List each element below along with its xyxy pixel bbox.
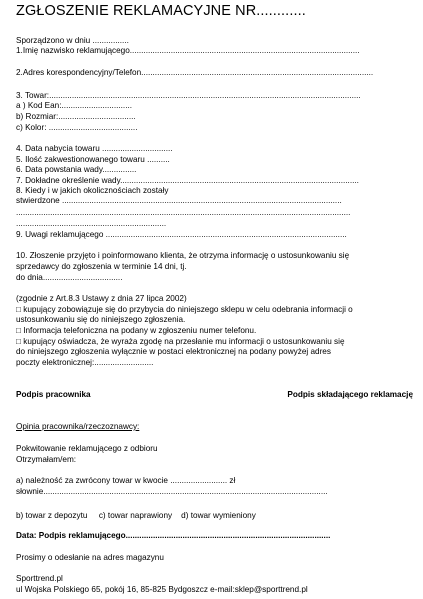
size-line: b) Rozmiar:.................................. bbox=[16, 112, 136, 121]
defect-description-line: 7. Dokładne określenie wady......................................................................................................... bbox=[16, 176, 359, 185]
company-name: Sporttrend.pl bbox=[16, 574, 63, 583]
option-phone-line: □ Informacja telefoniczna na podany w zgłoszeniu numer telefonu. bbox=[16, 326, 257, 335]
remarks-line: 9. Uwagi reklamującego .......................................................................................................... bbox=[16, 230, 347, 239]
receipt-confirmation-line: Pokwitowanie reklamującego z odbioru bbox=[16, 444, 158, 453]
complainant-name-line: 1.Imię nazwisko reklamującego..................................................................................................... bbox=[16, 46, 360, 55]
expert-opinion-heading: Opinia pracownika/rzeczoznawcy: bbox=[16, 422, 140, 431]
option-visit-line-1: □ kupujący zobowiązuje się do przybycia do niniejszego sklepu w celu odebrania informacji o bbox=[16, 305, 353, 314]
complainant-signature-label: Podpis składającego reklamację bbox=[287, 390, 413, 399]
ean-code-line: a ) Kod Ean:............................... bbox=[16, 101, 133, 110]
employee-signature-label: Podpis pracownika bbox=[16, 390, 91, 399]
purchase-date-line: 4. Data nabycia towaru ............................... bbox=[16, 144, 173, 153]
form-title: ZGŁOSZENIE REKLAMACYJNE NR............ bbox=[16, 3, 306, 19]
section-10-line-3: do dnia................................... bbox=[16, 273, 123, 282]
refund-amount-line: a) należność za zwrócony towar w kwocie ......................... zł bbox=[16, 476, 236, 485]
defect-date-line: 6. Data powstania wady............... bbox=[16, 165, 137, 174]
dotted-line-1: ................................................................................................................................................... bbox=[16, 208, 351, 217]
dotted-line-2: .................................................................. bbox=[16, 219, 167, 228]
circumstances-line-2: stwierdzone ........................................................................................................................... bbox=[16, 196, 342, 205]
company-address: ul Wojska Polskiego 65, pokój 16, 85-825 Bydgoszcz e-mail:sklep@sporttrend.pl bbox=[16, 585, 308, 594]
received-line: Otrzymałam/em: bbox=[16, 455, 77, 464]
send-to-warehouse-line: Prosimy o odesłanie na adres magazynu bbox=[16, 553, 164, 562]
color-line: c) Kolor: ....................................... bbox=[16, 123, 138, 132]
option-visit-line-2: ustosunkowaniu się do niniejszego zgłoszenia. bbox=[16, 315, 186, 324]
section-10-line-1: 10. Złoszenie przyjęto i poinformowano klienta, że otrzyma informację o ustosunkowaniu się bbox=[16, 251, 350, 260]
circumstances-line-1: 8. Kiedy i w jakich okolicznościach zostały bbox=[16, 186, 169, 195]
amount-in-words-line: słownie............................................................................................................................. bbox=[16, 487, 328, 496]
date-signature-line: Data: Podpis reklamującego.......................................................................................... bbox=[16, 531, 331, 540]
legal-basis-note: (zgodnie z Art.8.3 Ustawy z dnia 27 lipca 2002) bbox=[16, 294, 187, 303]
option-email-line-3: poczty elektronicznej:.......................... bbox=[16, 358, 154, 367]
prepared-on-line: Sporządzono w dniu ................ bbox=[16, 36, 129, 45]
product-line: 3. Towar:......................................................................................................................................... bbox=[16, 91, 361, 100]
product-return-options: b) towar z depozytu c) towar naprawiony d) towar wymieniony bbox=[16, 511, 256, 520]
quantity-line: 5. Ilość zakwestionowanego towaru .......... bbox=[16, 155, 170, 164]
option-email-line-1: □ kupujący oświadcza, że wyraża zgodę na przesłanie mu informacji o ustosunkowaniu się bbox=[16, 337, 345, 346]
address-phone-line: 2.Adres korespondencyjny/Telefon...................................................................................................... bbox=[16, 68, 374, 77]
section-10-line-2: sprzedawcy do zgłoszenia w terminie 14 dni, tj. bbox=[16, 262, 187, 271]
option-email-line-2: do niniejszego zgłoszenia wyłącznie w postaci elektronicznej na podany powyżej adres bbox=[16, 347, 331, 356]
